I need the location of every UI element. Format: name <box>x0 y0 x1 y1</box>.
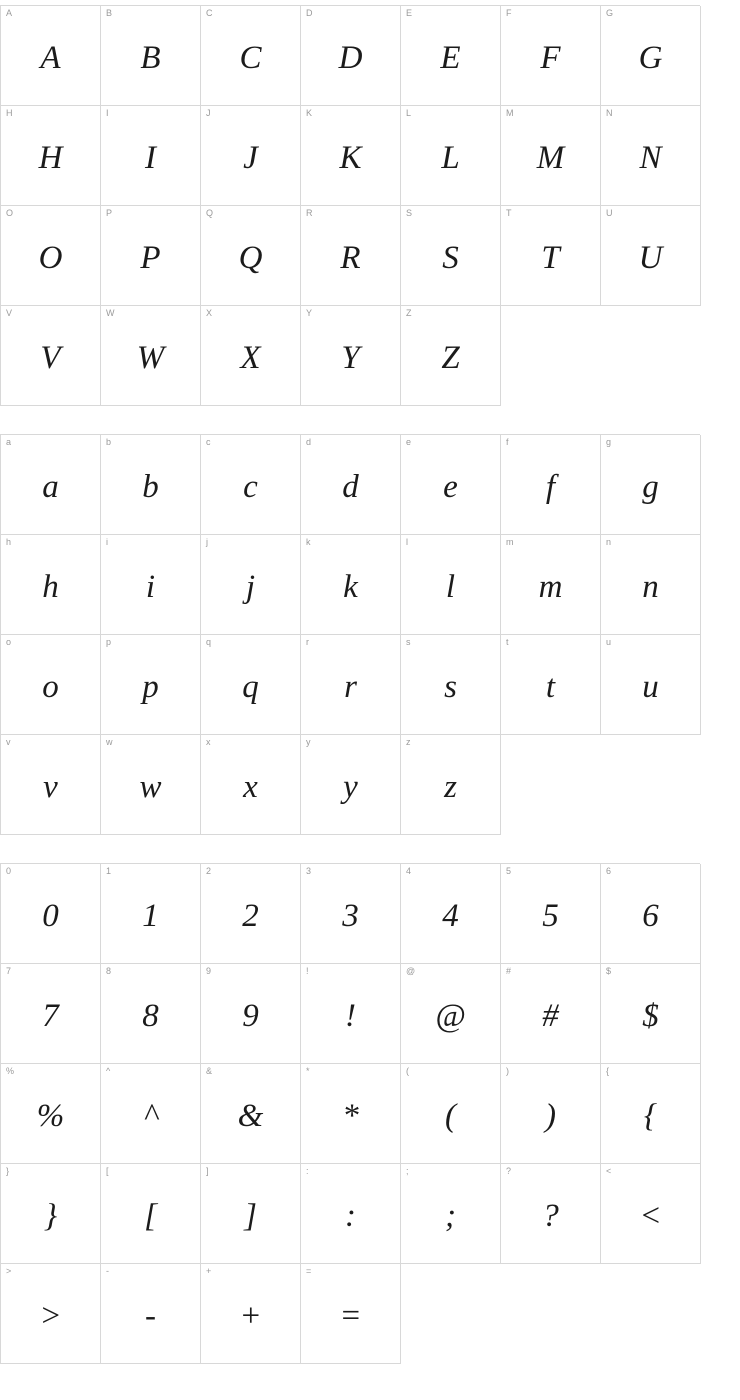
glyph-cell-character: * <box>342 1098 359 1134</box>
glyph-cell-label: T <box>506 208 512 218</box>
glyph-cell-character: h <box>42 569 59 605</box>
glyph-cell-character: u <box>642 669 659 705</box>
glyph-cell-label: j <box>206 537 208 547</box>
glyph-cell-label: z <box>406 737 411 747</box>
glyph-cell-label: D <box>306 8 313 18</box>
glyph-cell-label: s <box>406 637 411 647</box>
glyph-cell-label: Y <box>306 308 313 318</box>
glyph-cell-empty <box>501 1264 601 1364</box>
glyph-cell-character: @ <box>435 998 466 1034</box>
glyph-cell-character: ] <box>244 1198 257 1234</box>
glyph-cell[interactable] <box>1 435 101 535</box>
glyph-cell-label: : <box>306 1166 309 1176</box>
glyph-cell-character: ! <box>345 998 356 1034</box>
glyph-cell[interactable] <box>201 1064 301 1164</box>
glyph-cell-character: O <box>38 240 63 276</box>
glyph-cell-character: m <box>538 569 563 605</box>
glyph-cell-character: 2 <box>242 898 259 934</box>
glyph-cell[interactable] <box>301 435 401 535</box>
glyph-cell[interactable] <box>601 1164 701 1264</box>
glyph-cell[interactable] <box>201 735 301 835</box>
glyph-cell[interactable] <box>101 6 201 106</box>
glyph-cell-label: M <box>506 108 514 118</box>
glyph-cell-label: O <box>6 208 14 218</box>
glyph-cell-character: H <box>38 140 63 176</box>
glyph-cell-character: $ <box>642 998 659 1034</box>
glyph-cell[interactable] <box>301 1264 401 1364</box>
glyph-cell[interactable] <box>601 6 701 106</box>
glyph-cell[interactable] <box>301 206 401 306</box>
glyph-cell-label: c <box>206 437 211 447</box>
glyph-cell-label: * <box>306 1066 310 1076</box>
glyph-cell[interactable] <box>101 1164 201 1264</box>
glyph-cell-label: Q <box>206 208 214 218</box>
glyph-cell-label: F <box>506 8 512 18</box>
glyph-cell-character: 5 <box>542 898 559 934</box>
glyph-cell[interactable] <box>301 106 401 206</box>
glyph-cell-label: w <box>106 737 113 747</box>
glyph-cell-label: e <box>406 437 412 447</box>
glyph-cell[interactable] <box>1 6 101 106</box>
glyph-cell[interactable] <box>1 1064 101 1164</box>
symbols-section <box>0 863 740 1364</box>
glyph-cell-character: 4 <box>442 898 459 934</box>
glyph-cell-character: ) <box>545 1098 556 1134</box>
glyph-cell-character: } <box>43 1198 58 1234</box>
glyph-cell-character: [ <box>144 1198 157 1234</box>
glyph-cell[interactable] <box>101 864 201 964</box>
glyph-cell-character: T <box>541 240 560 276</box>
glyph-cell[interactable] <box>501 864 601 964</box>
glyph-cell-character: W <box>136 340 165 376</box>
glyph-cell[interactable] <box>401 635 501 735</box>
glyph-cell[interactable] <box>101 535 201 635</box>
glyph-cell[interactable] <box>101 106 201 206</box>
glyph-cell-label: H <box>6 108 13 118</box>
glyph-cell[interactable] <box>101 635 201 735</box>
glyph-cell-label: g <box>606 437 612 447</box>
glyph-cell-label: K <box>306 108 313 118</box>
glyph-cell-character: G <box>638 40 663 76</box>
glyph-cell-label: # <box>506 966 512 976</box>
glyph-cell[interactable] <box>201 435 301 535</box>
glyph-cell-label: 7 <box>6 966 12 976</box>
glyph-cell-character: > <box>39 1298 62 1334</box>
glyph-cell[interactable] <box>101 435 201 535</box>
glyph-cell-character: { <box>643 1098 658 1134</box>
glyph-cell-character: 3 <box>342 898 359 934</box>
glyph-cell-label: J <box>206 108 211 118</box>
glyph-cell-label: 4 <box>406 866 412 876</box>
glyph-cell-character: k <box>343 569 358 605</box>
glyph-cell[interactable] <box>301 535 401 635</box>
glyph-cell[interactable] <box>401 1064 501 1164</box>
glyph-cell-label: + <box>206 1266 212 1276</box>
glyph-cell-label: = <box>306 1266 312 1276</box>
glyph-cell[interactable] <box>1 206 101 306</box>
glyph-cell-character: t <box>545 669 556 705</box>
glyph-cell[interactable] <box>501 1064 601 1164</box>
glyph-cell-character: : <box>345 1198 356 1234</box>
glyph-cell-label: d <box>306 437 312 447</box>
glyph-cell-character: L <box>441 140 460 176</box>
section-spacer <box>0 406 740 434</box>
glyph-cell-character: X <box>240 340 261 376</box>
glyph-cell-label: E <box>406 8 413 18</box>
glyph-cell[interactable] <box>601 206 701 306</box>
glyph-cell[interactable] <box>301 1164 401 1264</box>
glyph-cell[interactable] <box>501 1164 601 1264</box>
glyph-cell[interactable] <box>501 106 601 206</box>
glyph-cell-label: k <box>306 537 311 547</box>
glyph-cell-character: B <box>140 40 161 76</box>
glyph-cell-character: M <box>536 140 565 176</box>
glyph-cell[interactable] <box>301 306 401 406</box>
glyph-cell-label: $ <box>606 966 612 976</box>
glyph-cell[interactable] <box>301 964 401 1064</box>
glyph-cell-label: f <box>506 437 509 447</box>
glyph-cell[interactable] <box>301 735 401 835</box>
glyph-cell[interactable] <box>301 6 401 106</box>
glyph-cell-character: # <box>542 998 559 1034</box>
glyph-cell-label: p <box>106 637 112 647</box>
uppercase-grid <box>0 5 700 406</box>
glyph-cell[interactable] <box>201 535 301 635</box>
glyph-cell[interactable] <box>401 106 501 206</box>
glyph-cell-character: q <box>242 669 259 705</box>
glyph-cell[interactable] <box>401 435 501 535</box>
glyph-cell-label: l <box>406 537 408 547</box>
glyph-cell[interactable] <box>101 306 201 406</box>
lowercase-section <box>0 434 740 835</box>
glyph-cell-character: j <box>245 569 256 605</box>
glyph-cell[interactable] <box>401 306 501 406</box>
uppercase-section <box>0 0 740 406</box>
glyph-cell-character: e <box>443 469 458 505</box>
glyph-cell-character: a <box>42 469 59 505</box>
glyph-cell-character: N <box>639 140 662 176</box>
glyph-cell-character: x <box>243 769 258 805</box>
glyph-cell-label: 0 <box>6 866 12 876</box>
glyph-cell[interactable] <box>201 206 301 306</box>
glyph-cell-label: U <box>606 208 613 218</box>
glyph-cell-label: S <box>406 208 413 218</box>
glyph-cell[interactable] <box>1 635 101 735</box>
glyph-cell[interactable] <box>1 1264 101 1364</box>
glyph-cell-label: Z <box>406 308 412 318</box>
glyph-cell-label: X <box>206 308 213 318</box>
glyph-cell[interactable] <box>1 535 101 635</box>
glyph-cell[interactable] <box>101 735 201 835</box>
glyph-cell[interactable] <box>201 864 301 964</box>
glyph-cell-label: 9 <box>206 966 212 976</box>
glyph-cell-character: ^ <box>143 1098 158 1134</box>
glyph-cell[interactable] <box>601 535 701 635</box>
glyph-cell[interactable] <box>201 635 301 735</box>
glyph-cell-label: ) <box>506 1066 509 1076</box>
glyph-cell-label: t <box>506 637 509 647</box>
glyph-cell-character: & <box>237 1098 264 1134</box>
glyph-cell-character: ; <box>445 1198 456 1234</box>
glyph-cell-empty <box>601 306 701 406</box>
glyph-cell-label: n <box>606 537 612 547</box>
glyph-cell-label: y <box>306 737 311 747</box>
glyph-cell-character: S <box>442 240 459 276</box>
glyph-cell-character: d <box>342 469 359 505</box>
glyph-cell-character: F <box>540 40 561 76</box>
glyph-cell-character: ? <box>542 1198 559 1234</box>
glyph-cell[interactable] <box>101 1064 201 1164</box>
glyph-cell[interactable] <box>101 964 201 1064</box>
glyph-cell-character: y <box>343 769 358 805</box>
glyph-cell-label: m <box>506 537 514 547</box>
glyph-cell-label: u <box>606 637 612 647</box>
glyph-cell-label: & <box>206 1066 213 1076</box>
glyph-cell-label: 8 <box>106 966 112 976</box>
glyph-cell[interactable] <box>101 1264 201 1364</box>
glyph-cell-label: N <box>606 108 613 118</box>
glyph-cell-label: A <box>6 8 13 18</box>
glyph-cell-label: 6 <box>606 866 612 876</box>
glyph-cell-character: w <box>139 769 162 805</box>
glyph-cell-empty <box>401 1264 501 1364</box>
glyph-cell-character: Z <box>441 340 460 376</box>
glyph-cell-character: 7 <box>42 998 59 1034</box>
glyph-cell[interactable] <box>501 535 601 635</box>
glyph-cell-label: b <box>106 437 112 447</box>
glyph-cell-label: G <box>606 8 614 18</box>
glyph-cell[interactable] <box>601 864 701 964</box>
glyph-cell-empty <box>501 735 601 835</box>
glyph-cell[interactable] <box>1 306 101 406</box>
glyph-cell-label: o <box>6 637 12 647</box>
glyph-cell[interactable] <box>201 106 301 206</box>
glyph-cell[interactable] <box>201 6 301 106</box>
glyph-cell-character: s <box>444 669 457 705</box>
glyph-cell-label: C <box>206 8 213 18</box>
section-spacer <box>0 835 740 863</box>
glyph-cell-label: ( <box>406 1066 409 1076</box>
glyph-cell[interactable] <box>201 306 301 406</box>
glyph-cell-character: = <box>339 1298 362 1334</box>
glyph-cell-label: L <box>406 108 412 118</box>
glyph-cell-label: % <box>6 1066 15 1076</box>
glyph-cell-label: r <box>306 637 309 647</box>
lowercase-grid <box>0 434 700 835</box>
glyph-cell-label: V <box>6 308 13 318</box>
glyph-cell-label: ; <box>406 1166 409 1176</box>
glyph-cell[interactable] <box>401 1164 501 1264</box>
glyph-cell[interactable] <box>1 1164 101 1264</box>
glyph-cell-character: f <box>545 469 556 505</box>
glyph-cell[interactable] <box>1 864 101 964</box>
glyph-cell[interactable] <box>501 635 601 735</box>
glyph-cell-label: > <box>6 1266 12 1276</box>
glyph-cell[interactable] <box>1 964 101 1064</box>
glyph-cell-character: c <box>243 469 258 505</box>
glyph-cell[interactable] <box>501 6 601 106</box>
symbols-grid <box>0 863 700 1364</box>
glyph-cell-character: z <box>444 769 457 805</box>
glyph-cell[interactable] <box>201 1264 301 1364</box>
glyph-cell-label: a <box>6 437 12 447</box>
glyph-cell-character: Q <box>238 240 263 276</box>
glyph-cell-character: C <box>239 40 262 76</box>
glyph-cell-label: [ <box>106 1166 109 1176</box>
glyph-cell-character: K <box>339 140 362 176</box>
glyph-cell[interactable] <box>301 1064 401 1164</box>
glyph-cell-label: P <box>106 208 113 218</box>
glyph-cell-label: W <box>106 308 115 318</box>
glyph-cell-character: n <box>642 569 659 605</box>
glyph-cell[interactable] <box>1 735 101 835</box>
glyph-cell-character: v <box>43 769 58 805</box>
glyph-cell-label: 2 <box>206 866 212 876</box>
glyph-cell-character: 6 <box>642 898 659 934</box>
glyph-cell-character: A <box>40 40 61 76</box>
glyph-cell-character: P <box>140 240 161 276</box>
glyph-cell-character: g <box>642 469 659 505</box>
glyph-cell[interactable] <box>1 106 101 206</box>
glyph-cell-character: o <box>42 669 59 705</box>
glyph-cell-label: h <box>6 537 12 547</box>
glyph-cell-label: I <box>106 108 109 118</box>
glyph-cell-label: B <box>106 8 113 18</box>
glyph-cell-character: E <box>440 40 461 76</box>
glyph-cell[interactable] <box>401 206 501 306</box>
glyph-cell[interactable] <box>401 6 501 106</box>
glyph-cell-character: R <box>340 240 361 276</box>
glyph-cell-character: - <box>145 1298 156 1334</box>
glyph-cell-character: i <box>145 569 156 605</box>
glyph-cell[interactable] <box>601 435 701 535</box>
glyph-cell-character: 1 <box>142 898 159 934</box>
glyph-cell-label: } <box>6 1166 10 1176</box>
glyph-cell[interactable] <box>101 206 201 306</box>
glyph-cell[interactable] <box>201 964 301 1064</box>
glyph-cell-character: D <box>338 40 363 76</box>
glyph-cell[interactable] <box>401 735 501 835</box>
glyph-cell-character: U <box>638 240 663 276</box>
glyph-cell[interactable] <box>301 864 401 964</box>
glyph-cell[interactable] <box>501 964 601 1064</box>
glyph-cell-character: V <box>40 340 61 376</box>
glyph-cell-character: r <box>344 669 357 705</box>
glyph-cell[interactable] <box>201 1164 301 1264</box>
glyph-cell-character: 8 <box>142 998 159 1034</box>
glyph-cell-label: R <box>306 208 313 218</box>
glyph-cell-character: + <box>239 1298 262 1334</box>
glyph-cell[interactable] <box>501 206 601 306</box>
glyph-cell-character: 9 <box>242 998 259 1034</box>
glyph-cell-character: < <box>639 1198 662 1234</box>
glyph-cell-empty <box>501 306 601 406</box>
glyph-cell-label: < <box>606 1166 612 1176</box>
glyph-cell-character: Y <box>341 340 360 376</box>
glyph-cell-character: l <box>445 569 456 605</box>
glyph-cell-label: i <box>106 537 108 547</box>
glyph-cell[interactable] <box>501 435 601 535</box>
glyph-cell-empty <box>601 735 701 835</box>
glyph-cell-label: ^ <box>106 1066 111 1076</box>
glyph-cell[interactable] <box>301 635 401 735</box>
glyph-cell-label: - <box>106 1266 109 1276</box>
glyph-cell-character: 0 <box>42 898 59 934</box>
glyph-cell[interactable] <box>601 106 701 206</box>
glyph-cell[interactable] <box>601 964 701 1064</box>
glyph-cell[interactable] <box>601 1064 701 1164</box>
glyph-cell-character: I <box>145 140 156 176</box>
glyph-cell[interactable] <box>401 535 501 635</box>
glyph-cell-label: 3 <box>306 866 312 876</box>
glyph-cell-label: @ <box>406 966 416 976</box>
glyph-cell-label: ] <box>206 1166 209 1176</box>
glyph-cell-label: 5 <box>506 866 512 876</box>
glyph-cell-character: % <box>36 1098 65 1134</box>
glyph-cell-character: p <box>142 669 159 705</box>
glyph-cell-label: ? <box>506 1166 512 1176</box>
glyph-cell-empty <box>601 1264 701 1364</box>
glyph-cell-label: 1 <box>106 866 112 876</box>
glyph-cell-character: J <box>243 140 258 176</box>
glyph-cell-label: ! <box>306 966 309 976</box>
glyph-cell-label: x <box>206 737 211 747</box>
glyph-cell-label: v <box>6 737 11 747</box>
glyph-cell-label: { <box>606 1066 610 1076</box>
glyph-cell-character: ( <box>445 1098 456 1134</box>
glyph-cell-character: b <box>142 469 159 505</box>
glyph-cell-label: q <box>206 637 212 647</box>
glyph-cell[interactable] <box>601 635 701 735</box>
glyph-cell[interactable] <box>401 964 501 1064</box>
glyph-cell[interactable] <box>401 864 501 964</box>
